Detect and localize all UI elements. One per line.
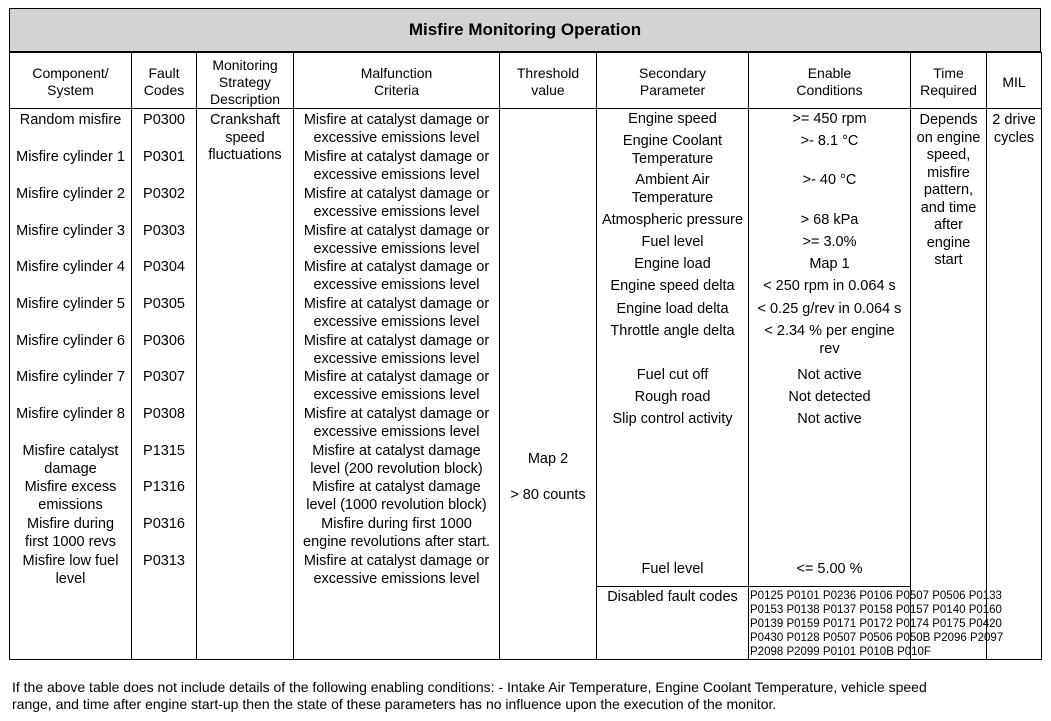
header-secondary: Secondary Parameter — [639, 65, 706, 98]
threshold-map: Map 2 — [527, 451, 569, 467]
header-strategy: Monitoring Strategy Description — [209, 56, 281, 107]
secondary-parameter-cell: Atmospheric pressure — [601, 212, 744, 228]
enable-condition-cell: < 2.34 % per engine rev — [764, 323, 895, 357]
secondary-parameter-cell: Throttle angle delta — [610, 323, 735, 339]
time-required-cell: Depends on engine speed, misfire pattern, and time after engine start — [916, 112, 981, 268]
fault-code-cell: P0316 — [143, 516, 185, 532]
column-divider — [499, 52, 500, 659]
criteria-cell: Misfire at catalyst damage or excessive emissions level — [303, 259, 490, 293]
secondary-parameter-cell: Slip control activity — [612, 411, 733, 427]
secondary-parameter-cell: Engine speed delta — [610, 278, 735, 294]
secondary-parameter-cell: Ambient Air Temperature — [631, 172, 714, 206]
secondary-parameter-cell: Fuel level — [641, 561, 704, 577]
component-cell: Misfire cylinder 7 — [16, 369, 125, 385]
disabled-codes-top-border — [596, 586, 910, 587]
fault-code-cell: P0306 — [143, 333, 185, 349]
secondary-parameter-cell: Fuel cut off — [636, 367, 709, 383]
secondary-parameter-cell: Engine Coolant Temperature — [622, 133, 723, 167]
component-cell: Misfire cylinder 8 — [16, 406, 125, 422]
fault-code-cell: P0301 — [143, 149, 185, 165]
enable-condition-cell: Not active — [797, 367, 862, 383]
component-cell: Misfire cylinder 4 — [16, 259, 125, 275]
criteria-cell: Misfire at catalyst damage or excessive emissions level — [303, 112, 490, 146]
disabled-codes-label: Disabled fault codes — [607, 589, 738, 605]
criteria-cell: Misfire at catalyst damage or excessive emissions level — [303, 333, 490, 367]
header-threshold: Threshold value — [516, 65, 580, 98]
fault-code-cell: P1315 — [143, 443, 185, 459]
enable-condition-cell: >- 40 °C — [802, 172, 857, 188]
component-cell: Misfire cylinder 1 — [16, 149, 125, 165]
criteria-cell: Misfire at catalyst damage or excessive emissions level — [303, 406, 490, 440]
enable-condition-cell: Not detected — [788, 389, 871, 405]
header-criteria: Malfunction Criteria — [360, 65, 433, 98]
disabled-codes-list: P0125 P0101 P0236 P0106 P0507 P0506 P0133 P0153 P0138 P0137 P0158 P0157 P0140 P0160 P0139 P0159 P0171 P0172 P0174 P0175 P0420 P0430 P0128 P0507 P0506 P050B P2096 P2097 P2098 P2099 P0101 P010B P010F — [750, 590, 1004, 658]
component-cell: Random misfire — [19, 112, 122, 128]
fault-code-cell: P0302 — [143, 186, 185, 202]
mil-cell: 2 drive cycles — [992, 112, 1036, 146]
column-divider — [1041, 52, 1042, 659]
enable-condition-cell: >= 3.0% — [802, 234, 857, 250]
criteria-cell: Misfire at catalyst damage level (1000 revolution block) — [306, 479, 487, 513]
strategy-cell: Crankshaft speed fluctuations — [208, 112, 282, 163]
footnote: If the above table does not include details of the following enabling conditions: - Intake Air Temperature, Engine Coolant Temperature, vehicle speed range, and time after engine start-up then the state of these parameters has no influence upon the execution of the monitor. — [12, 679, 927, 712]
header-bottom-border — [9, 108, 1042, 109]
fault-code-cell: P0313 — [143, 553, 185, 569]
component-cell: Misfire catalyst damage — [22, 443, 119, 477]
criteria-cell: Misfire at catalyst damage or excessive emissions level — [303, 553, 490, 587]
secondary-parameter-cell: Rough road — [634, 389, 711, 405]
table-bottom-border — [9, 659, 1042, 660]
criteria-cell: Misfire at catalyst damage or excessive emissions level — [303, 369, 490, 403]
secondary-parameter-cell: Engine load — [634, 256, 711, 272]
header-fault-codes: Fault Codes — [143, 65, 185, 98]
component-cell: Misfire during first 1000 revs — [24, 516, 117, 550]
header-time: Time Required — [920, 65, 977, 98]
table-title: Misfire Monitoring Operation — [9, 8, 1041, 52]
component-cell: Misfire low fuel level — [22, 553, 119, 587]
component-cell: Misfire cylinder 5 — [16, 296, 125, 312]
criteria-cell: Misfire at catalyst damage level (200 revolution block) — [310, 443, 483, 477]
component-cell: Misfire cylinder 3 — [16, 223, 125, 239]
fault-code-cell: P0307 — [143, 369, 185, 385]
enable-condition-cell: < 0.25 g/rev in 0.064 s — [757, 301, 902, 317]
fault-code-cell: P0305 — [143, 296, 185, 312]
criteria-cell: Misfire at catalyst damage or excessive emissions level — [303, 186, 490, 220]
criteria-cell: Misfire during first 1000 engine revolutions after start. — [303, 516, 490, 550]
secondary-parameter-cell: Fuel level — [641, 234, 704, 250]
enable-condition-cell: Map 1 — [809, 256, 850, 272]
enable-condition-cell: > 68 kPa — [800, 212, 859, 228]
enable-condition-cell: <= 5.00 % — [796, 561, 863, 577]
header-top-border — [9, 52, 1042, 53]
criteria-cell: Misfire at catalyst damage or excessive emissions level — [303, 149, 490, 183]
secondary-parameter-cell: Engine load delta — [616, 301, 729, 317]
criteria-cell: Misfire at catalyst damage or excessive emissions level — [303, 223, 490, 257]
fault-code-cell: P0304 — [143, 259, 185, 275]
fault-code-cell: P0303 — [143, 223, 185, 239]
threshold-counts: > 80 counts — [510, 487, 586, 503]
enable-condition-cell: Not active — [797, 411, 862, 427]
component-cell: Misfire excess emissions — [24, 479, 117, 513]
header-mil: MIL — [1002, 73, 1026, 90]
fault-code-cell: P0308 — [143, 406, 185, 422]
component-cell: Misfire cylinder 2 — [16, 186, 125, 202]
enable-condition-cell: >- 8.1 °C — [800, 133, 859, 149]
fault-code-cell: P1316 — [143, 479, 185, 495]
secondary-parameter-cell: Engine speed — [628, 111, 717, 127]
criteria-cell: Misfire at catalyst damage or excessive emissions level — [303, 296, 490, 330]
header-component: Component/ System — [32, 65, 109, 98]
enable-condition-cell: < 250 rpm in 0.064 s — [763, 278, 896, 294]
enable-condition-cell: >= 450 rpm — [792, 111, 867, 127]
fault-code-cell: P0300 — [143, 112, 185, 128]
component-cell: Misfire cylinder 6 — [16, 333, 125, 349]
header-enable: Enable Conditions — [796, 65, 863, 98]
